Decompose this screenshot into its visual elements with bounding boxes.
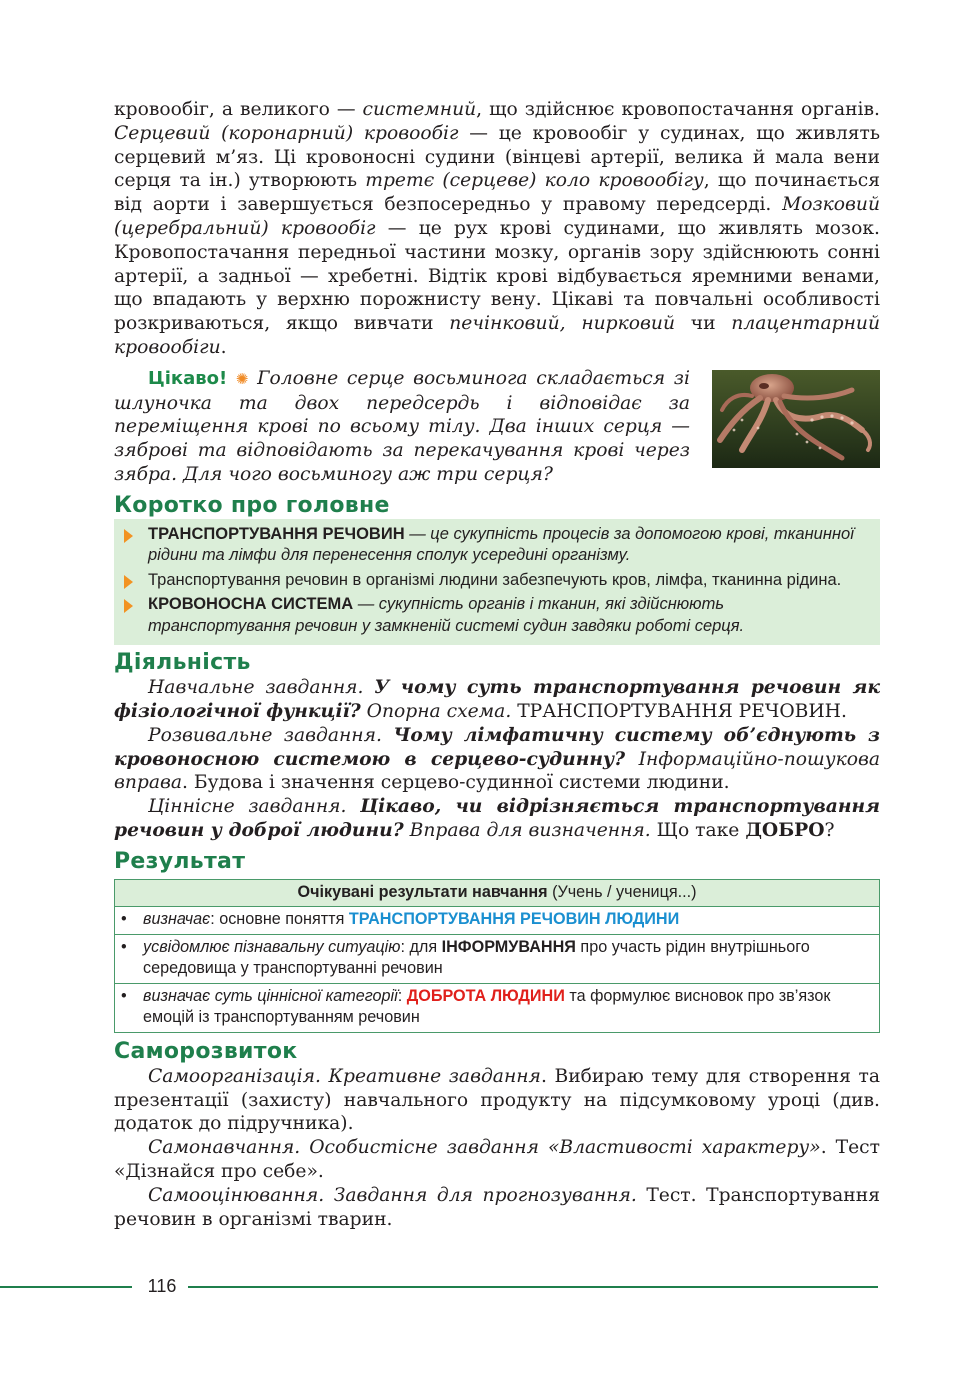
table-row (115, 934, 880, 983)
result-text: та формулює висновок про зв’язок емоцій із транспортуванням речовин (143, 986, 831, 1027)
result-highlight: ТРАНСПОРТУВАННЯ РЕЧОВИН ЛЮДИНИ (348, 910, 680, 929)
footer-rule-right (188, 1286, 878, 1288)
result-highlight: ДОБРОТА ЛЮДИНИ (406, 986, 565, 1005)
task-topic: . Будова і значення серцево-судинної системи людини. (182, 772, 730, 794)
interesting-label: Цікаво! (148, 367, 228, 389)
bullet-icon: • (121, 937, 127, 956)
summary-definition: — сукупність органів і тканин, які здійснюють транспортування речовин у замкненій системі судин завдяки роботі серця. (148, 595, 745, 635)
intro-term: системний (362, 99, 477, 120)
self-task-type: Самоорганізація. Креативне завдання (148, 1065, 541, 1087)
flower-icon: ✺ (235, 369, 249, 388)
intro-term: печінковий, нирковий (449, 313, 675, 335)
octopus-illustration (712, 370, 880, 468)
task-type: Ціннісне завдання. (148, 796, 361, 818)
summary-definition: Транспортування речовин в організмі людини забезпечують кров, лімфа, тканинна рідина. (148, 570, 842, 589)
result-highlight: ІНФОРМУВАННЯ (441, 937, 576, 956)
summary-item-text (148, 524, 868, 567)
triangle-marker-icon (122, 594, 148, 637)
result-text: про участь рідин внутрішнього середовища у транспортуванні речовин (143, 937, 810, 978)
intro-text: чи (674, 313, 732, 335)
self-task-type: Самооцінювання. Завдання для прогнозування. (148, 1184, 637, 1206)
summary-item (122, 594, 868, 637)
intro-text: , що починається від аорти і завершується безпосередньо у правому передсерді. (114, 170, 880, 216)
task-topic: ТРАНСПОРТУВАННЯ РЕЧОВИН. (511, 701, 847, 723)
results-header (115, 879, 880, 907)
task-keyword: ДОБРО (745, 819, 825, 842)
intro-term: Серцевий (коронарний) кровообіг (114, 122, 459, 144)
intro-term: Мозковий (церебральний) кровообіг (114, 194, 880, 239)
result-verb: визначає (143, 910, 211, 929)
bullet-icon: • (121, 986, 127, 1005)
task-question: Цікаво, чи відрізняється транспортування речовин у доброї людини? (114, 795, 880, 842)
task-topic: ? (824, 820, 835, 842)
summary-item (122, 570, 868, 592)
self-paragraph (114, 1136, 880, 1184)
result-verb: визначає суть ціннісної категорії (143, 986, 398, 1005)
self-development-heading: Саморозвиток (114, 1038, 298, 1064)
results-table (114, 879, 880, 1033)
self-task-type: Самонавчання. Особистісне завдання «Властивості характеру» (148, 1137, 821, 1159)
summary-item-text (148, 570, 841, 592)
table-row (115, 983, 880, 1032)
intro-term: третє (серцеве) коло кровообігу (365, 170, 704, 192)
table-row (115, 907, 880, 935)
page-content (114, 98, 880, 1231)
task-question: Чому лімфатичну систему об’єднують з кровоносною системою в серцево-судинну? (114, 723, 880, 770)
task-question: У чому суть транспортування речовин як фізіологічної функції? (114, 676, 880, 723)
results-cell (115, 907, 880, 935)
intro-paragraph (114, 98, 880, 360)
results-header-row (115, 879, 880, 907)
result-text: : для (400, 937, 442, 956)
interesting-fact-text (114, 367, 690, 487)
self-paragraph (114, 1184, 880, 1232)
intro-term: плацентарний кровообіги (114, 313, 880, 358)
intro-text: — це кровообіг у судинах, що живлять серцевий м’яз. Ці кровоносні судини (вінцеві артерії, велика й мала вени серця та ін.) утворюють (114, 122, 880, 192)
self-task-text: . Тест «Дізнайся про себе». (114, 1137, 880, 1183)
results-cell (115, 983, 880, 1032)
triangle-marker-icon (122, 570, 148, 592)
activity-paragraph (114, 795, 880, 843)
intro-text: — це рух крові судинами, що живлять мозок. Кровопостачання передньої частини мозку, органів зору здійснюють сонні артерії, а задньої — хребетні. Відтік крові відбувається яремними венами, що впадають у верхню порожнисту вену. Цікаві та повчальні особливості розкриваються, якщо вивчати (114, 217, 880, 335)
intro-text: кровообіг, а великого — (114, 99, 363, 120)
result-verb: усвідомлює пізнавальну ситуацію (143, 937, 401, 956)
result-text: : (397, 986, 407, 1005)
summary-item (122, 524, 868, 567)
task-exercise: Опорна схема. (360, 701, 512, 723)
intro-text: . (220, 336, 227, 358)
task-exercise: Інформаційно-пошукова вправа (114, 748, 881, 794)
self-task-text: Тест. Транспортування речовин в організмі тварин. (114, 1184, 880, 1230)
task-topic: Що таке (650, 820, 746, 842)
activity-heading: Діяльність (114, 650, 251, 676)
summary-heading: Коротко про головне (114, 492, 390, 518)
summary-box (114, 519, 880, 646)
task-exercise: Вправа для визначення. (403, 820, 651, 842)
summary-item-text (148, 594, 868, 637)
self-paragraph (114, 1065, 880, 1136)
result-text: : основне поняття (210, 910, 349, 929)
footer-rule-left (0, 1286, 132, 1288)
summary-definition: — це сукупність процесів за допомогою крові, тканинної рідини та лімфи для перенесення сполук усередині організму. (148, 524, 854, 565)
interesting-body: Головне серце восьминога складається зі шлуночка та двох передсердь і відповідає за переміщення крові по всьому тілу. Два інших серця — зяброві та відповідають за перекачування крові через зябра. Для чого восьминогу аж три серця? (114, 367, 690, 485)
activity-paragraph (114, 676, 880, 724)
summary-term: ТРАНСПОРТУВАННЯ РЕЧОВИН (148, 524, 405, 543)
task-type: Навчальне завдання. (148, 677, 375, 699)
bullet-icon: • (121, 910, 127, 929)
summary-term: КРОВОНОСНА СИСТЕМА (148, 595, 354, 614)
results-header-title: Очікувані результати навчання (297, 882, 548, 901)
activity-paragraph (114, 724, 880, 795)
page-number: 116 (147, 1276, 177, 1296)
triangle-marker-icon (122, 524, 148, 567)
self-task-text: . Вибираю тему для створення та презентації (захисту) навчального продукту на підсумковому уроці (див. додаток до підручника). (114, 1065, 880, 1135)
task-type: Розвивальне завдання. (148, 724, 394, 746)
results-cell (115, 934, 880, 983)
results-header-note: (Учень / учениця...) (547, 882, 697, 901)
intro-text: , що здійснює кровопостачання органів. (476, 99, 881, 120)
octopus-image (712, 370, 880, 468)
result-heading: Результат (114, 848, 246, 874)
